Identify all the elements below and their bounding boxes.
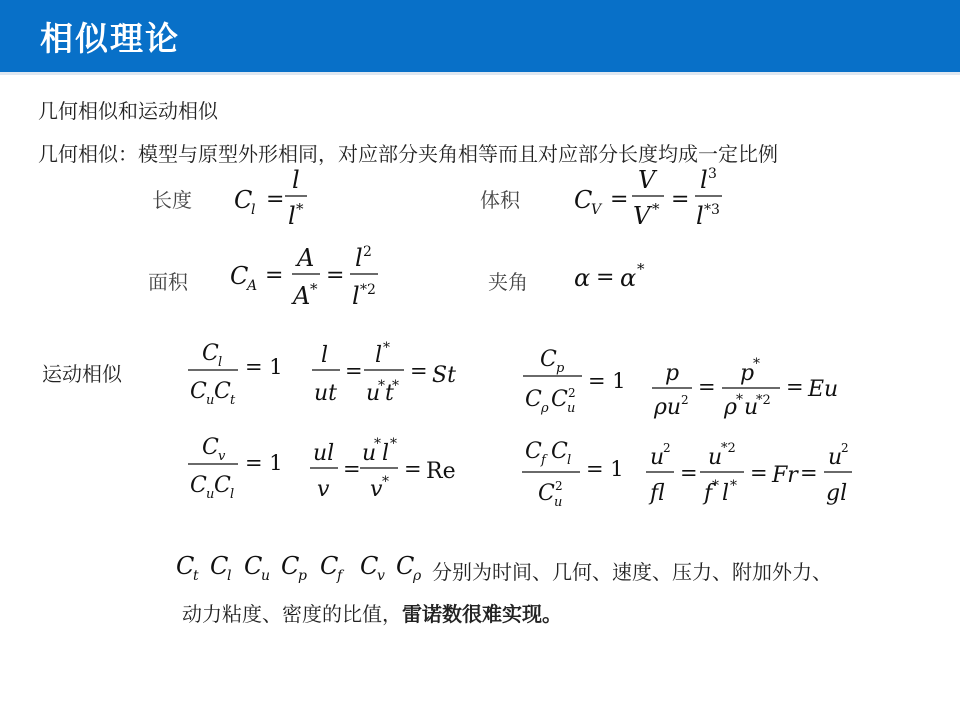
svg-text:C: C	[230, 262, 249, 290]
svg-text:C: C	[214, 379, 231, 404]
svg-text:C: C	[214, 473, 231, 498]
page-title: 相似理论	[40, 19, 180, 58]
svg-text:C: C	[396, 552, 415, 580]
svg-text:l: l	[321, 343, 329, 368]
svg-text:C: C	[320, 552, 339, 580]
svg-text:*: *	[310, 280, 318, 298]
svg-text:ul: ul	[313, 441, 335, 466]
svg-text:*: *	[374, 436, 381, 452]
svg-text:α: α	[620, 264, 637, 292]
svg-text:*2: *2	[360, 282, 376, 298]
svg-text:p: p	[298, 568, 307, 584]
svg-text:C: C	[244, 552, 263, 580]
svg-text:=: =	[265, 263, 284, 288]
note-line2-normal: 动力粘度、密度的比值，	[182, 602, 402, 626]
title-divider	[0, 72, 960, 75]
svg-text:=: =	[596, 265, 615, 290]
geometric-text: 模型与原型外形相同，对应部分夹角相等而且对应部分长度均成一定比例	[138, 142, 778, 166]
svg-text:2: 2	[841, 441, 849, 455]
svg-text:u: u	[366, 381, 381, 406]
svg-text:V: V	[633, 202, 651, 230]
section-heading: 几何相似和运动相似	[38, 99, 218, 123]
svg-text:v: v	[377, 568, 385, 584]
formula-froude	[522, 439, 852, 510]
svg-text:t: t	[230, 393, 236, 408]
svg-text:2: 2	[363, 244, 372, 260]
svg-text:u: u	[206, 487, 215, 502]
svg-text:*: *	[712, 478, 719, 494]
svg-text:C: C	[525, 439, 542, 464]
svg-text:=: =	[680, 461, 698, 485]
svg-text:u: u	[744, 395, 759, 420]
label-length: 长度	[152, 188, 192, 212]
svg-text:p: p	[556, 361, 565, 376]
svg-text:C: C	[202, 435, 219, 460]
svg-text:v: v	[370, 477, 383, 502]
svg-text:V: V	[638, 166, 656, 194]
svg-text:u: u	[362, 441, 377, 466]
svg-text:=: =	[345, 359, 363, 383]
svg-text:*: *	[296, 200, 304, 218]
svg-text:p: p	[740, 361, 755, 386]
svg-text:=: =	[404, 457, 422, 481]
label-angle: 夹角	[488, 270, 528, 294]
svg-text:=: =	[343, 457, 361, 481]
svg-text:= 1: = 1	[245, 451, 283, 475]
title-bar	[0, 0, 960, 72]
svg-text:C: C	[281, 552, 300, 580]
svg-text:2: 2	[568, 386, 576, 400]
formula-length	[234, 166, 307, 230]
svg-text:p: p	[665, 361, 680, 386]
svg-text:u: u	[828, 445, 843, 470]
svg-text:C: C	[540, 347, 557, 372]
svg-text:v: v	[317, 477, 330, 502]
svg-text:C: C	[551, 439, 568, 464]
svg-text:*: *	[730, 478, 737, 494]
svg-text:ut: ut	[314, 381, 338, 406]
svg-text:l: l	[292, 166, 300, 194]
svg-text:Eu: Eu	[808, 377, 839, 402]
svg-text:C: C	[202, 341, 219, 366]
svg-text:*: *	[383, 340, 390, 356]
svg-text:C: C	[234, 186, 253, 214]
note-line2-bold: 雷诺数很难实现。	[402, 602, 562, 626]
label-kinematic: 运动相似	[42, 362, 122, 386]
svg-text:l: l	[288, 202, 296, 230]
geometric-definition	[38, 138, 778, 167]
svg-text:f: f	[704, 481, 713, 506]
svg-text:*: *	[382, 474, 389, 490]
svg-text:2: 2	[555, 479, 563, 493]
svg-text:=: =	[750, 461, 768, 485]
svg-text:ρu: ρu	[654, 395, 682, 420]
svg-text:u: u	[650, 445, 665, 470]
svg-text:C: C	[574, 186, 593, 214]
svg-text:*: *	[753, 356, 760, 372]
label-volume: 体积	[480, 188, 520, 212]
svg-text:*: *	[652, 200, 660, 218]
svg-text:=: =	[786, 375, 804, 399]
svg-text:2: 2	[681, 393, 689, 407]
svg-text:l: l	[227, 568, 232, 584]
svg-text:C: C	[190, 379, 207, 404]
svg-text:2: 2	[663, 441, 671, 455]
svg-text:3: 3	[708, 166, 717, 182]
formula-euler	[523, 347, 838, 420]
svg-text:C: C	[190, 473, 207, 498]
svg-text:l: l	[382, 441, 390, 466]
svg-text:=: =	[266, 187, 285, 212]
svg-text:l: l	[355, 244, 363, 272]
svg-text:=: =	[671, 187, 690, 212]
svg-text:α: α	[574, 264, 591, 292]
svg-text:Fr: Fr	[772, 463, 798, 488]
geometric-prefix: 几何相似：	[38, 142, 138, 166]
svg-text:u: u	[261, 568, 271, 584]
svg-text:C: C	[360, 552, 379, 580]
svg-text:= 1: = 1	[245, 355, 283, 379]
svg-text:l: l	[352, 282, 360, 310]
svg-text:= 1: = 1	[588, 369, 626, 393]
svg-text:=: =	[410, 359, 428, 383]
svg-text:*: *	[736, 392, 743, 408]
svg-text:f: f	[337, 568, 343, 584]
svg-text:A: A	[247, 278, 258, 294]
svg-text:u: u	[206, 393, 215, 408]
svg-text:*3: *3	[704, 202, 720, 218]
svg-text:l: l	[567, 453, 572, 468]
svg-text:gl: gl	[826, 481, 848, 506]
svg-text:t: t	[193, 568, 199, 584]
svg-text:u: u	[708, 445, 723, 470]
svg-text:*2: *2	[756, 393, 771, 408]
formula-reynolds	[188, 435, 456, 502]
svg-text:C: C	[538, 481, 555, 506]
svg-text:l: l	[218, 355, 223, 370]
svg-text:=: =	[800, 461, 818, 485]
formula-volume	[574, 166, 722, 230]
svg-text:St: St	[432, 363, 456, 388]
svg-text:C: C	[551, 387, 568, 412]
svg-text:=: =	[698, 375, 716, 399]
note-symbols	[176, 552, 422, 584]
svg-text:ρ: ρ	[541, 401, 549, 416]
svg-text:*2: *2	[721, 441, 736, 456]
svg-text:C: C	[210, 552, 229, 580]
label-area: 面积	[148, 270, 188, 294]
svg-text:l: l	[700, 166, 708, 194]
svg-text:u: u	[567, 401, 576, 416]
note-line2	[182, 598, 562, 627]
svg-text:Re: Re	[426, 459, 456, 484]
svg-text:=: =	[326, 263, 345, 288]
svg-text:A: A	[293, 282, 311, 310]
svg-text:=: =	[610, 187, 629, 212]
svg-text:f: f	[541, 453, 546, 468]
svg-text:fl: fl	[650, 481, 665, 506]
svg-text:v: v	[218, 449, 226, 464]
svg-text:ρ: ρ	[724, 395, 737, 420]
svg-text:*: *	[378, 378, 385, 394]
svg-text:*: *	[637, 260, 645, 278]
svg-text:V: V	[591, 202, 602, 218]
svg-text:l: l	[696, 202, 704, 230]
formula-area	[230, 244, 378, 310]
svg-text:C: C	[525, 387, 542, 412]
svg-text:= 1: = 1	[586, 457, 624, 481]
svg-text:l: l	[375, 343, 383, 368]
svg-text:l: l	[230, 487, 235, 502]
formula-angle	[574, 260, 645, 292]
svg-text:A: A	[297, 244, 315, 272]
svg-text:C: C	[176, 552, 195, 580]
svg-text:ρ: ρ	[413, 568, 422, 584]
svg-text:u: u	[554, 495, 563, 510]
svg-text:t: t	[385, 381, 394, 406]
svg-text:l: l	[251, 202, 256, 218]
note-line1: 分别为时间、几何、速度、压力、附加外力、	[432, 560, 832, 584]
svg-text:*: *	[390, 436, 397, 452]
formula-strouhal	[188, 340, 456, 408]
svg-text:l: l	[722, 481, 730, 506]
svg-text:*: *	[392, 378, 399, 394]
